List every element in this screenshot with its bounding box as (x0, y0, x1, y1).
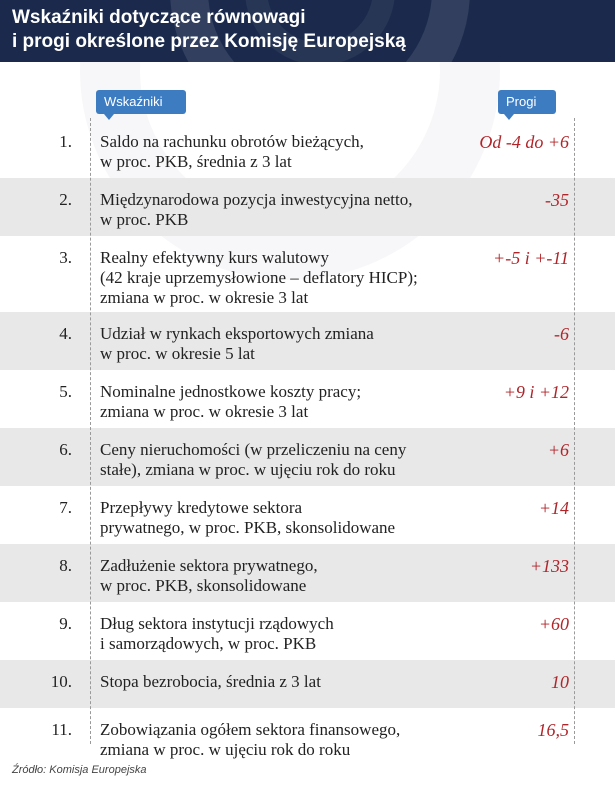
row-description-line: Saldo na rachunku obrotów bieżących, (100, 132, 364, 151)
row-threshold-value: +14 (538, 498, 569, 518)
row-number: 6. (59, 440, 72, 459)
table-row (0, 544, 615, 602)
row-threshold-value: +6 (547, 440, 569, 460)
row-number: 11. (51, 720, 72, 739)
row-number: 1. (59, 132, 72, 151)
page-title (12, 6, 572, 54)
row-description-line: Ceny nieruchomości (w przeliczeniu na ceny (100, 440, 407, 459)
row-description-line: zmiana w proc. w okresie 3 lat (100, 402, 309, 421)
row-description (100, 382, 500, 422)
row-number: 9. (59, 614, 72, 633)
indicators-table (0, 120, 615, 766)
row-threshold-value: +60 (538, 614, 569, 634)
table-row (0, 120, 615, 178)
row-description (100, 556, 500, 596)
row-description-line: Realny efektywny kurs walutowy (100, 248, 329, 267)
row-threshold-value: +133 (529, 556, 569, 576)
row-description (100, 324, 500, 364)
row-description-line: zmiana w proc. w okresie 3 lat (100, 288, 309, 307)
row-description-line: zmiana w proc. w ujęciu rok do roku (100, 740, 351, 759)
row-description-line: w proc. PKB (100, 210, 189, 229)
header-banner (0, 0, 615, 62)
table-row (0, 428, 615, 486)
row-description (100, 440, 500, 480)
left-dashed-divider (90, 118, 91, 744)
row-description-line: Nominalne jednostkowe koszty pracy; (100, 382, 362, 401)
row-number: 10. (50, 672, 72, 691)
row-number: 5. (59, 382, 72, 401)
row-number: 7. (59, 498, 72, 517)
row-description-line: Dług sektora instytucji rządowych (100, 614, 334, 633)
thresholds-column-tag: Progi (498, 90, 556, 114)
row-description (100, 132, 500, 172)
table-row (0, 660, 615, 708)
row-description-line: Zobowiązania ogółem sektora finansowego, (100, 720, 401, 739)
table-row (0, 602, 615, 660)
row-description (100, 614, 500, 654)
source-note: Źródło: Komisja Europejska (12, 764, 147, 776)
row-number: 8. (59, 556, 72, 575)
row-number: 3. (59, 248, 72, 267)
row-number: 4. (59, 324, 72, 343)
page-title-line-2: i progi określone przez Komisję Europejską (12, 31, 406, 52)
row-description (100, 248, 500, 308)
table-row (0, 370, 615, 428)
row-threshold-value: Od -4 do +6 (479, 132, 569, 152)
row-description-line: Międzynarodowa pozycja inwestycyjna netto, (100, 190, 413, 209)
row-threshold-value: 16,5 (537, 720, 569, 740)
row-threshold-value: +-5 i +-11 (493, 248, 569, 268)
row-description-line: w proc. PKB, średnia z 3 lat (100, 152, 292, 171)
page-title-line-1: Wskaźniki dotyczące równowagi (12, 7, 306, 28)
table-row (0, 708, 615, 766)
row-number: 2. (59, 190, 72, 209)
table-row (0, 312, 615, 370)
row-description (100, 672, 500, 692)
row-threshold-value: -35 (545, 190, 569, 210)
row-description-line: prywatnego, w proc. PKB, skonsolidowane (100, 518, 396, 537)
row-description (100, 498, 500, 538)
row-description-line: w proc. PKB, skonsolidowane (100, 576, 307, 595)
row-description-line: w proc. w okresie 5 lat (100, 344, 255, 363)
table-row (0, 178, 615, 236)
table-row (0, 486, 615, 544)
row-description-line: Udział w rynkach eksportowych zmiana (100, 324, 374, 343)
row-description-line: (42 kraje uprzemysłowione – deflatory HICP); (100, 268, 418, 287)
row-threshold-value: -6 (554, 324, 569, 344)
table-row (0, 236, 615, 312)
row-description-line: i samorządowych, w proc. PKB (100, 634, 317, 653)
row-description-line: Zadłużenie sektora prywatnego, (100, 556, 318, 575)
row-description (100, 190, 500, 230)
row-description (100, 720, 500, 760)
indicators-column-tag: Wskaźniki (96, 90, 186, 114)
row-description-line: Przepływy kredytowe sektora (100, 498, 303, 517)
row-threshold-value: +9 i +12 (503, 382, 569, 402)
row-description-line: Stopa bezrobocia, średnia z 3 lat (100, 672, 321, 691)
row-description-line: stałe), zmiana w proc. w ujęciu rok do roku (100, 460, 396, 479)
row-threshold-value: 10 (551, 672, 569, 692)
right-dashed-divider (574, 118, 575, 744)
